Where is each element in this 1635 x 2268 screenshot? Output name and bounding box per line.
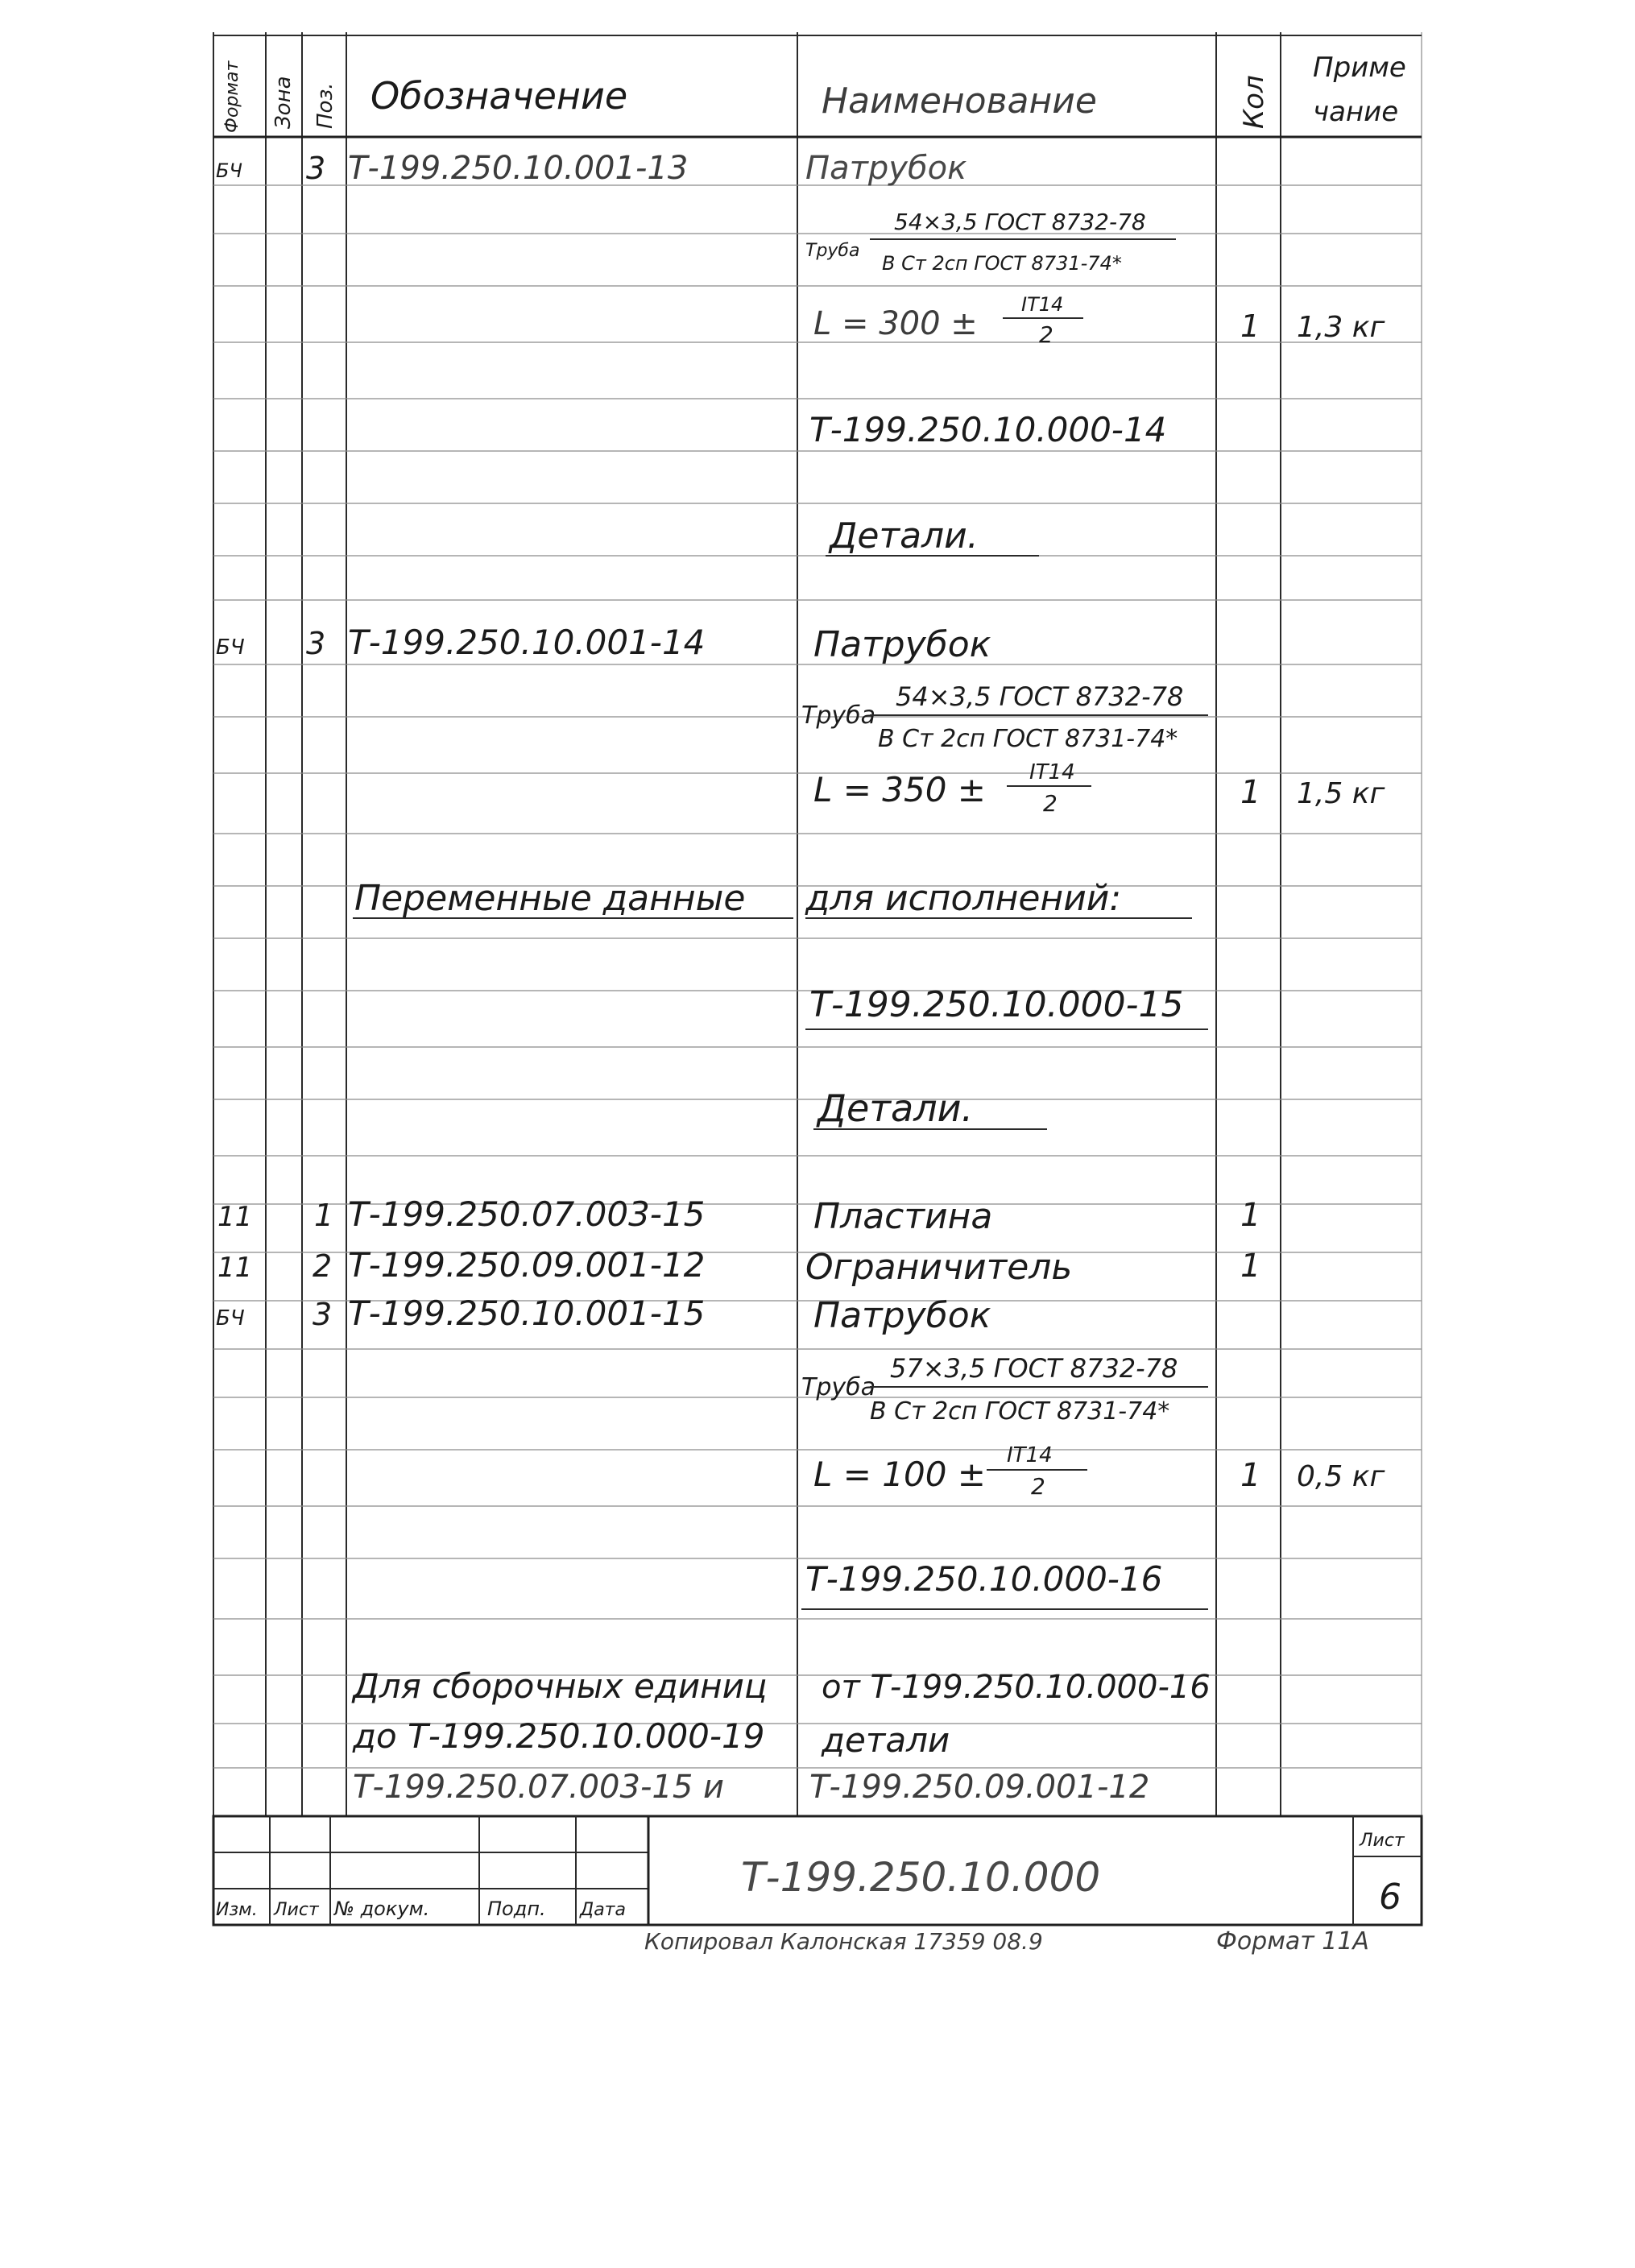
format-cell: БЧ <box>216 159 242 182</box>
format-cell: БЧ <box>216 635 245 660</box>
note-cell: 1,3 кг <box>1297 311 1385 344</box>
pos-cell: 2 <box>313 1248 333 1284</box>
pos-cell: 3 <box>313 1297 333 1332</box>
label-doc-no: № докум. <box>334 1898 430 1920</box>
qty-cell: 1 <box>1240 1457 1261 1494</box>
footer-format: Формат 11А <box>1216 1927 1369 1956</box>
pipe-spec-top: 57×3,5 ГОСТ 8732-78 <box>890 1353 1178 1384</box>
label-date: Дата <box>580 1900 626 1920</box>
final-note <box>351 1666 1211 1806</box>
pos-cell: 1 <box>314 1198 334 1233</box>
footer-copied: Копировал Калонская 17359 08.9 <box>644 1928 1043 1955</box>
name-cell: Ограничитель <box>805 1247 1073 1288</box>
qty-cell: 1 <box>1240 308 1260 344</box>
qty-cell: 1 <box>1240 1248 1261 1285</box>
pos-cell: 3 <box>306 151 326 186</box>
title-block <box>213 1816 1422 1925</box>
header-zone: Зона <box>271 76 296 129</box>
footer <box>644 1927 1369 1956</box>
note-right-2: детали <box>822 1720 950 1760</box>
designation-cell: Т-199.250.10.001-15 <box>348 1293 706 1333</box>
note-cell: 0,5 кг <box>1297 1460 1385 1493</box>
pipe-prefix: Труба <box>801 1373 876 1401</box>
execution-16 <box>801 1559 1208 1609</box>
designation-cell: Т-199.250.10.001-13 <box>348 150 689 187</box>
note-left-1: Для сборочных единиц <box>353 1666 768 1706</box>
header-pos: Поз. <box>313 82 337 129</box>
header-note-1: Приме <box>1313 52 1406 84</box>
note-right-3: Т-199.250.09.001-12 <box>809 1769 1150 1806</box>
header-format: Формат <box>222 60 242 133</box>
tolerance-den: 2 <box>1039 321 1053 348</box>
header-designation: Обозначение <box>370 74 628 118</box>
table-header <box>222 52 1406 133</box>
tolerance-num: IT14 <box>1021 293 1064 316</box>
variable-left: Переменные данные <box>354 878 746 919</box>
document-code: Т-199.250.10.000 <box>741 1854 1101 1901</box>
execution-14 <box>809 410 1166 557</box>
execution-title: Т-199.250.10.000-16 <box>805 1559 1163 1599</box>
tolerance-num: IT14 <box>1007 1443 1053 1467</box>
qty-cell: 1 <box>1240 774 1261 811</box>
pipe-spec-bottom: В Ст 2сп ГОСТ 8731-74* <box>878 725 1178 753</box>
table-row <box>217 1194 1260 1237</box>
label-list: Лист <box>274 1900 319 1920</box>
execution-title: Т-199.250.10.000-15 <box>809 984 1184 1025</box>
qty-cell: 1 <box>1240 1197 1261 1234</box>
pipe-spec-top: 54×3,5 ГОСТ 8732-78 <box>896 681 1184 712</box>
designation-cell: Т-199.250.10.001-14 <box>348 623 706 662</box>
row-patrubok-15 <box>216 1293 1385 1500</box>
name-cell: Пластина <box>813 1196 993 1237</box>
header-note-2: чание <box>1313 96 1399 128</box>
pipe-prefix: Труба <box>801 702 876 730</box>
pipe-spec-top: 54×3,5 ГОСТ 8732-78 <box>894 209 1146 235</box>
tolerance-den: 2 <box>1043 790 1058 817</box>
designation-cell: Т-199.250.07.003-15 <box>348 1194 706 1234</box>
details-heading: Детали. <box>830 515 979 557</box>
sheet-number: 6 <box>1379 1877 1401 1918</box>
table-grid <box>213 32 1422 1816</box>
pos-cell: 3 <box>306 626 326 661</box>
pipe-prefix: Труба <box>805 241 860 261</box>
length-cell: L = 100 ± <box>813 1455 986 1494</box>
format-cell: 11 <box>217 1252 253 1284</box>
note-cell: 1,5 кг <box>1297 777 1385 810</box>
row-patrubok-14 <box>216 623 1385 817</box>
length-cell: L = 350 ± <box>813 770 986 809</box>
length-cell: L = 300 ± <box>813 305 978 342</box>
name-cell: Патрубок <box>805 150 967 187</box>
header-qty: Кол <box>1238 75 1270 129</box>
sheet-label: Лист <box>1360 1831 1405 1851</box>
tolerance-den: 2 <box>1031 1473 1045 1500</box>
variable-data-heading <box>353 878 1192 919</box>
note-left-3: Т-199.250.07.003-15 и <box>353 1769 724 1806</box>
note-right-1: от Т-199.250.10.000-16 <box>822 1669 1211 1706</box>
table-row <box>217 1245 1260 1288</box>
row-patrubok-13 <box>216 150 1385 348</box>
label-sign: Подп. <box>487 1898 546 1920</box>
header-name: Наименование <box>822 81 1097 122</box>
pipe-spec-bottom: В Ст 2сп ГОСТ 8731-74* <box>870 1397 1170 1426</box>
name-cell: Патрубок <box>813 1295 991 1336</box>
pipe-spec-bottom: В Ст 2сп ГОСТ 8731-74* <box>882 252 1122 275</box>
details-heading: Детали. <box>818 1086 974 1130</box>
note-left-2: до Т-199.250.10.000-19 <box>353 1716 765 1756</box>
execution-15 <box>805 984 1208 1130</box>
label-izm: Изм. <box>216 1900 258 1920</box>
format-cell: БЧ <box>216 1306 245 1331</box>
format-cell: 11 <box>217 1201 253 1233</box>
designation-cell: Т-199.250.09.001-12 <box>348 1245 706 1285</box>
execution-title: Т-199.250.10.000-14 <box>809 410 1167 449</box>
variable-right: для исполнений: <box>805 878 1122 919</box>
tolerance-num: IT14 <box>1029 760 1075 784</box>
name-cell: Патрубок <box>813 624 991 665</box>
